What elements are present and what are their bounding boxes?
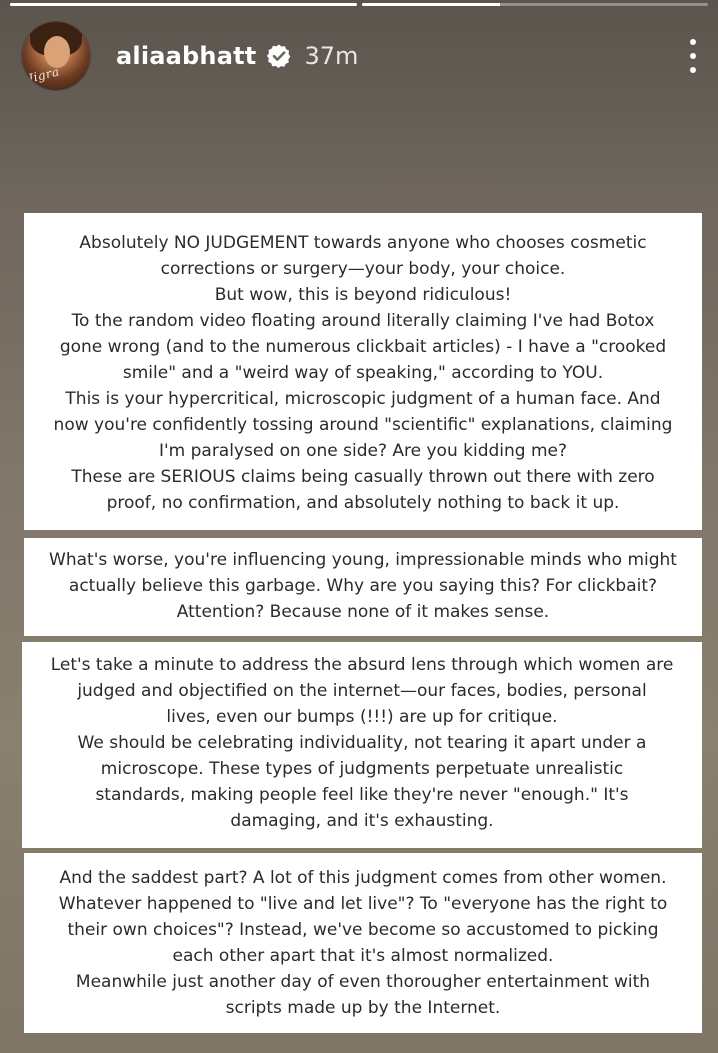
- story-text-line: now you're confidently tossing around "scientific" explanations, claiming: [53, 415, 673, 435]
- story-text-line: Whatever happened to "live and let live"? To "everyone has the right to: [58, 894, 668, 914]
- story-text-line: microscope. These types of judgments perpetuate unrealistic: [100, 759, 624, 779]
- story-progress-segment: [362, 3, 709, 6]
- story-text-line: judged and objectified on the internet—our faces, bodies, personal: [77, 681, 647, 701]
- story-progress-segment: [10, 3, 357, 6]
- story-text-line: These are SERIOUS claims being casually thrown out there with zero: [71, 467, 655, 487]
- story-progress-fill: [10, 3, 357, 6]
- post-timestamp: 37m: [304, 42, 359, 70]
- story-text-line: What's worse, you're influencing young, impressionable minds who might: [49, 550, 677, 570]
- username[interactable]: aliaabhatt: [116, 42, 257, 70]
- story-text-line: proof, no confirmation, and absolutely nothing to back it up.: [106, 493, 620, 513]
- story-text-line: Meanwhile just another day of even thorougher entertainment with: [75, 972, 651, 992]
- story-text-line: their own choices"? Instead, we've become so accustomed to picking: [67, 920, 659, 940]
- story-text-line: actually believe this garbage. Why are you saying this? For clickbait?: [68, 576, 658, 596]
- story-text-line: Attention? Because none of it makes sense.: [176, 602, 550, 622]
- verified-badge-icon: [266, 43, 292, 69]
- avatar[interactable]: [22, 22, 90, 90]
- story-text-block: [24, 853, 702, 1033]
- story-text-line: Absolutely NO JUDGEMENT towards anyone who chooses cosmetic: [79, 233, 647, 253]
- story-text-line: gone wrong (and to the numerous clickbait articles) - I have a "crooked: [59, 337, 667, 357]
- story-text-line: corrections or surgery—your body, your choice.: [160, 259, 566, 279]
- story-text-line: standards, making people feel like they're never "enough." It's: [95, 785, 629, 805]
- avatar-logo-text: Jigra: [26, 64, 61, 86]
- story-text-line: I'm paralysed on one side? Are you kidding me?: [158, 441, 568, 461]
- story-text-line: each other apart that it's almost normalized.: [172, 946, 554, 966]
- story-header: [22, 20, 696, 92]
- more-vertical-icon[interactable]: [688, 39, 698, 73]
- story-progress-bars: [10, 3, 708, 6]
- story-text-block: [24, 213, 702, 530]
- story-text-line: lives, even our bumps (!!!) are up for critique.: [166, 707, 558, 727]
- story-text-block: [22, 642, 702, 848]
- story-text-line: We should be celebrating individuality, not tearing it apart under a: [77, 733, 647, 753]
- avatar-face: [44, 36, 70, 68]
- story-text-line: damaging, and it's exhausting.: [230, 811, 494, 831]
- story-text-line: But wow, this is beyond ridiculous!: [214, 285, 512, 305]
- story-text-line: This is your hypercritical, microscopic judgment of a human face. And: [65, 389, 661, 409]
- story-text-block: [24, 538, 702, 636]
- story-text-line: And the saddest part? A lot of this judgment comes from other women.: [59, 868, 667, 888]
- story-text-line: smile" and a "weird way of speaking," according to YOU.: [122, 363, 604, 383]
- story-text-line: Let's take a minute to address the absurd lens through which women are: [50, 655, 674, 675]
- story-progress-fill: [362, 3, 501, 6]
- story-text-line: To the random video floating around literally claiming I've had Botox: [71, 311, 655, 331]
- story-text-line: scripts made up by the Internet.: [225, 998, 501, 1018]
